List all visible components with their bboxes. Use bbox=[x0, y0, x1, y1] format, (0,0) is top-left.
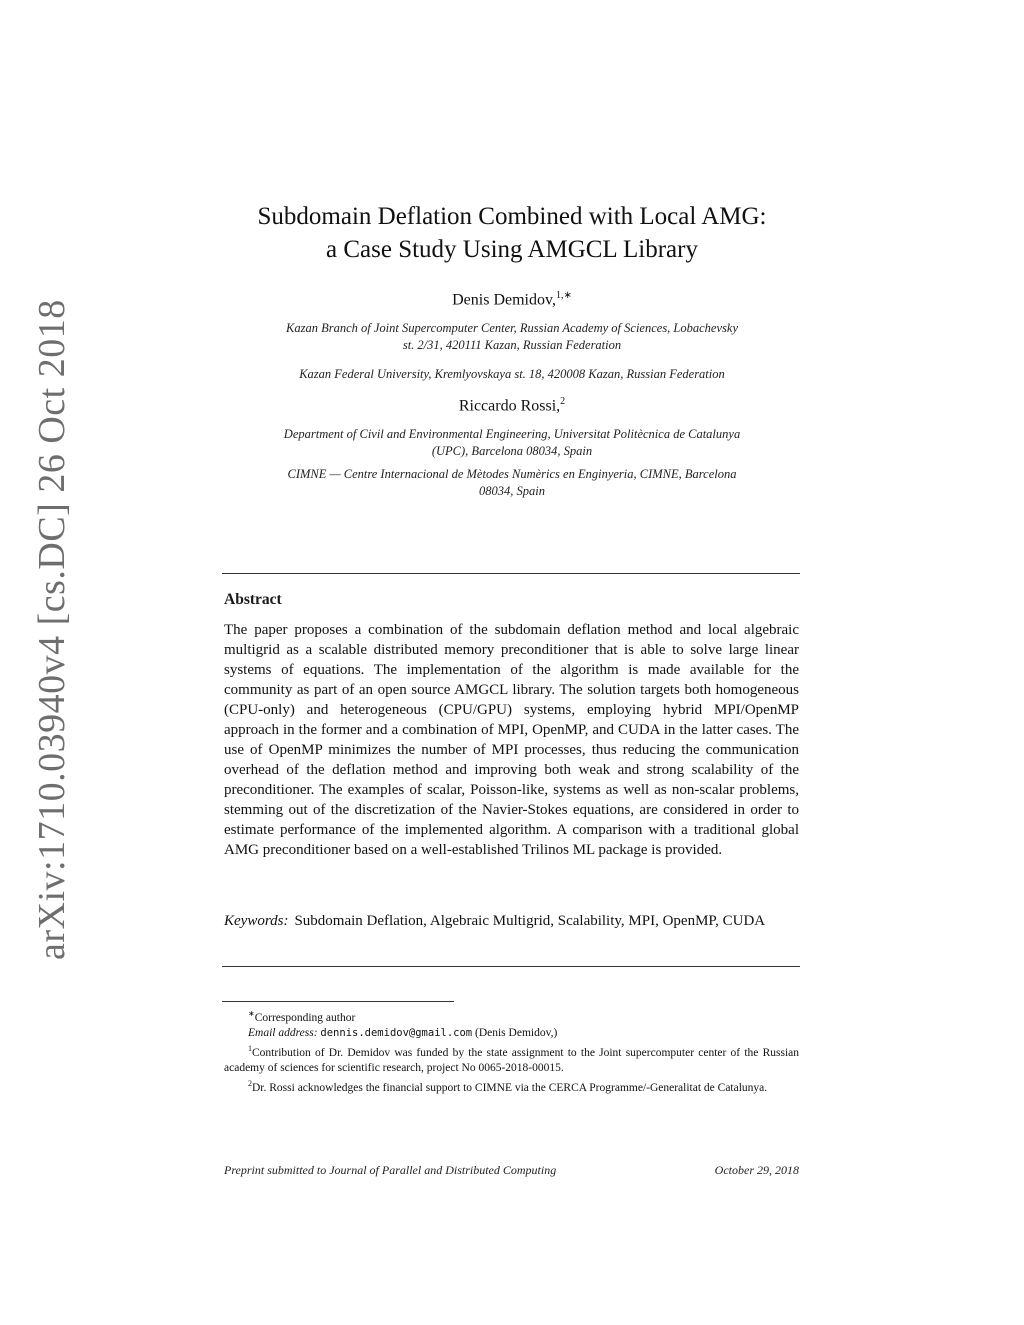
affiliation-1-line-1: Kazan Branch of Joint Supercomputer Center, Russian Academy of Sciences, Lobachevsky bbox=[286, 321, 738, 335]
footnote-2-mark: 2 bbox=[248, 1078, 252, 1088]
footnote-2-text: Dr. Rossi acknowledges the financial support to CIMNE via the CERCA Programme/-Generalitat de Catalunya. bbox=[252, 1081, 768, 1094]
email-suffix: (Denis Demidov,) bbox=[475, 1026, 558, 1039]
author-2-marks: 2 bbox=[560, 396, 566, 407]
footnote-star-mark: ∗ bbox=[248, 1009, 255, 1018]
author-1 bbox=[225, 290, 799, 309]
author-2 bbox=[225, 396, 799, 415]
abstract-bottom-rule bbox=[222, 966, 800, 967]
page-footer bbox=[224, 1163, 799, 1178]
footnote-corresponding bbox=[224, 1006, 799, 1026]
affiliation-1-line-2: st. 2/31, 420111 Kazan, Russian Federation bbox=[402, 338, 622, 352]
affiliation-1 bbox=[225, 320, 799, 354]
email-label: Email address: bbox=[248, 1026, 318, 1039]
affiliation-3-line-2: (UPC), Barcelona 08034, Spain bbox=[431, 444, 593, 458]
arxiv-identifier: arXiv:1710.03940v4 [cs.DC] 26 Oct 2018 bbox=[31, 299, 73, 960]
keywords-label: Keywords: bbox=[224, 913, 289, 929]
footnote-1 bbox=[224, 1041, 799, 1076]
title-line-1: Subdomain Deflation Combined with Local AMG: bbox=[257, 203, 767, 230]
email-link[interactable]: dennis.demidov@gmail.com bbox=[320, 1026, 473, 1039]
affiliation-4 bbox=[225, 466, 799, 500]
footer-date: October 29, 2018 bbox=[714, 1163, 799, 1177]
title-line-2: a Case Study Using AMGCL Library bbox=[326, 236, 698, 263]
abstract-text: The paper proposes a combination of the subdomain deflation method and local algebraic multigrid as a scalable distributed memory preconditioner that is able to solve large linear systems of equations. The implementation of the algorithm is made available for the community as part of an open source AMGCL library. The solution targets both homogeneous (CPU-only) and heterogeneous (CPU/GPU) systems, employing hybrid MPI/OpenMP approach in the former and a combination of MPI, OpenMP, and CUDA in the latter cases. The use of OpenMP minimizes the number of MPI processes, thus reducing the communication overhead of the deflation method and improving both weak and strong scalability of the preconditioner. The examples of scalar, Poisson-like, systems as well as non-scalar problems, stemming out of the discretization of the Navier-Stokes equations, are considered in order to estimate performance of the implemented algorithm. A comparison with a traditional global AMG preconditioner based on a well-established Trilinos ML package is provided. bbox=[224, 622, 799, 858]
footnote-email bbox=[224, 1026, 799, 1041]
footnote-2 bbox=[224, 1076, 799, 1096]
affiliation-2-line: Kazan Federal University, Kremlyovskaya st. 18, 420008 Kazan, Russian Federation bbox=[299, 367, 725, 381]
keywords bbox=[224, 911, 799, 931]
affiliation-4-line-1: CIMNE — Centre Internacional de Mètodes Numèrics en Enginyeria, CIMNE, Barcelona bbox=[287, 467, 737, 481]
paper-title bbox=[200, 200, 824, 266]
footnote-1-text: Contribution of Dr. Demidov was funded by the state assignment to the Joint supercomputer center of the Russian academy of sciences for scientific research, project No 0065-2018-00015. bbox=[224, 1046, 799, 1074]
footer-journal: Preprint submitted to Journal of Parallel and Distributed Computing bbox=[224, 1163, 557, 1177]
author-1-marks: 1,∗ bbox=[555, 290, 572, 301]
author-1-name: Denis Demidov, bbox=[452, 291, 556, 309]
author-2-name: Riccardo Rossi, bbox=[458, 397, 561, 415]
affiliation-2 bbox=[225, 366, 799, 383]
affiliation-3 bbox=[225, 426, 799, 460]
keywords-text: Subdomain Deflation, Algebraic Multigrid, Scalability, MPI, OpenMP, CUDA bbox=[294, 913, 766, 929]
footnotes bbox=[224, 1006, 799, 1095]
abstract-top-rule bbox=[222, 573, 800, 574]
affiliation-4-line-2: 08034, Spain bbox=[479, 484, 545, 498]
footnote-star-text: Corresponding author bbox=[254, 1011, 356, 1024]
affiliation-3-line-1: Department of Civil and Environmental Engineering, Universitat Politècnica de Catalunya bbox=[283, 427, 741, 441]
footnote-rule bbox=[222, 1001, 454, 1002]
footnote-1-mark: 1 bbox=[248, 1043, 252, 1053]
abstract-heading: Abstract bbox=[224, 591, 282, 608]
